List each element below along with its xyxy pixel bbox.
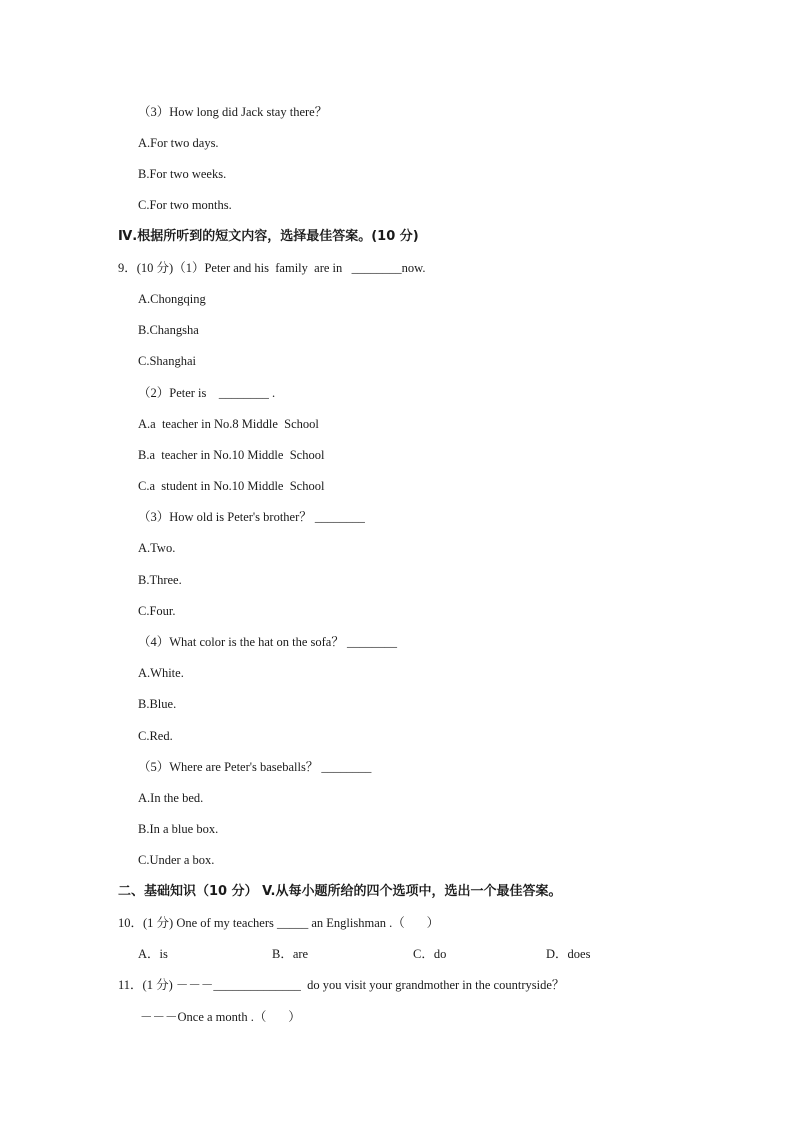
q10-option-d: D．does [546, 947, 591, 961]
q10-option-c: C．do [413, 947, 447, 961]
prev-q3: （3）How long did Jack stay there？ [138, 105, 328, 119]
q9-1-option-b: B.Changsha [138, 323, 199, 337]
q9-1-option-c: C.Shanghai [138, 354, 196, 368]
section-2-heading: 二、基础知识（10 分） V.从每小题所给的四个选项中，选出一个最佳答案。 [118, 884, 562, 899]
q9-3-option-b: B.Three. [138, 573, 182, 587]
q9-4-option-c: C.Red. [138, 729, 173, 743]
q9-2-option-b: B.a teacher in No.10 Middle School [138, 448, 325, 462]
q9-3-option-c: C.Four. [138, 604, 176, 618]
q9-3-option-a: A.Two. [138, 541, 176, 555]
q10-option-a: A．is [138, 947, 168, 961]
prev-q3-option-b: B.For two weeks. [138, 167, 227, 181]
q9-3-stem: （3）How old is Peter's brother？ ________ [138, 510, 365, 524]
q9-5-option-a: A.In the bed. [138, 791, 204, 805]
q9-5-stem: （5）Where are Peter's baseballs？ ________ [138, 760, 372, 774]
q9-2-option-a: A.a teacher in No.8 Middle School [138, 417, 319, 431]
q10-option-b: B．are [272, 947, 309, 961]
prev-q3-option-c: C.For two months. [138, 198, 232, 212]
q9-2-stem: （2）Peter is ________ . [138, 386, 276, 400]
q9-4-option-a: A.White. [138, 666, 184, 680]
q9-5-option-c: C.Under a box. [138, 853, 215, 867]
q9-stem: 9．(10 分)（1）Peter and his family are in ________now. [118, 261, 426, 275]
prev-q3-option-a: A.For two days. [138, 136, 219, 150]
q10-stem: 10．(1 分) One of my teachers _____ an Englishman .（ ） [118, 916, 440, 930]
section-iv-heading: Ⅳ.根据所听到的短文内容，选择最佳答案。(10 分) [118, 229, 419, 244]
q11-answer-line: －－－Once a month .（ ） [140, 1010, 301, 1024]
q11-stem: 11．(1 分) －－－______________ do you visit your grandmother in the countryside？ [118, 978, 565, 992]
q9-4-option-b: B.Blue. [138, 697, 177, 711]
q9-2-option-c: C.a student in No.10 Middle School [138, 479, 325, 493]
q9-1-option-a: A.Chongqing [138, 292, 206, 306]
q9-5-option-b: B.In a blue box. [138, 822, 219, 836]
q9-4-stem: （4）What color is the hat on the sofa？ ________ [138, 635, 397, 649]
